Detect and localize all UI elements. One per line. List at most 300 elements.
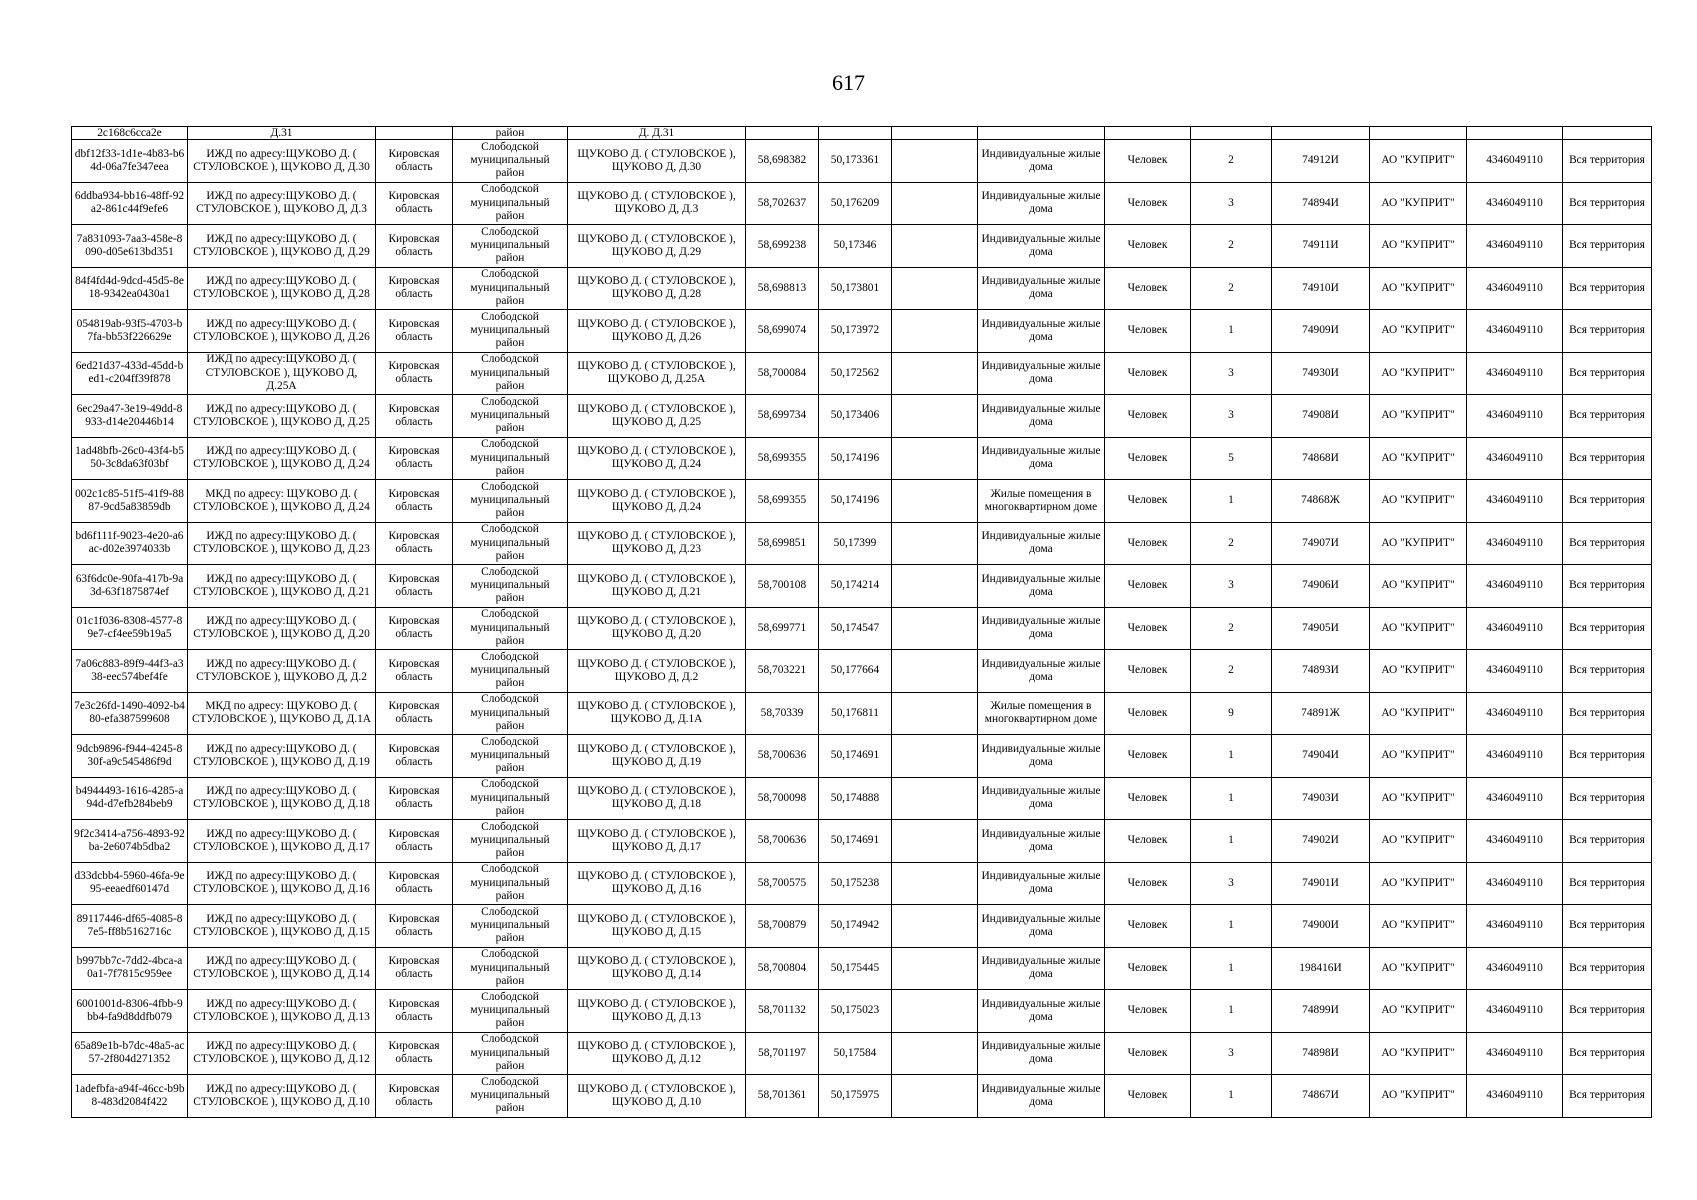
cell-org: АО "КУПРИТ"	[1370, 905, 1467, 948]
cell-org: АО "КУПРИТ"	[1370, 607, 1467, 650]
cell-type: Индивидуальные жилые дома	[978, 820, 1105, 863]
cell-unit: Человек	[1105, 607, 1191, 650]
cell-lon: 50,174691	[819, 735, 892, 778]
cell-extra	[892, 777, 978, 820]
cell-object: МКД по адресу: ЩУКОВО Д. ( СТУЛОВСКОЕ ), ЩУКОВО Д, Д.24	[188, 480, 376, 523]
cell-territory: Вся территория	[1563, 480, 1652, 523]
cell-unit: Человек	[1105, 437, 1191, 480]
cell-region: Кировская область	[376, 862, 453, 905]
cell-territory: Вся территория	[1563, 310, 1652, 353]
cell-extra	[892, 735, 978, 778]
cell-code: 74902И	[1272, 820, 1370, 863]
cell-code: 74893И	[1272, 650, 1370, 693]
table-row	[72, 565, 1652, 608]
cell-unit: Человек	[1105, 182, 1191, 225]
cell-district: Слободской муниципальный район	[453, 395, 568, 438]
cell-extra	[892, 650, 978, 693]
cell-org: АО "КУПРИТ"	[1370, 267, 1467, 310]
cell-inn: 4346049110	[1467, 862, 1563, 905]
cell-lat: 58,700804	[746, 947, 819, 990]
cell-empty	[1105, 127, 1191, 140]
cell-id: 7a831093-7aa3-458e-8090-d05e613bd351	[72, 225, 188, 268]
cell-extra	[892, 947, 978, 990]
cell-empty	[892, 127, 978, 140]
cell-org: АО "КУПРИТ"	[1370, 352, 1467, 395]
cell-type: Индивидуальные жилые дома	[978, 565, 1105, 608]
cell-address: ЩУКОВО Д. ( СТУЛОВСКОЕ ), ЩУКОВО Д, Д.25А	[568, 352, 746, 395]
cell-lat: 58,700575	[746, 862, 819, 905]
cell-address: ЩУКОВО Д. ( СТУЛОВСКОЕ ), ЩУКОВО Д, Д.15	[568, 905, 746, 948]
cell-unit: Человек	[1105, 310, 1191, 353]
cell-object: ИЖД по адресу:ЩУКОВО Д. ( СТУЛОВСКОЕ ), ЩУКОВО Д, Д.28	[188, 267, 376, 310]
cell-region: Кировская область	[376, 735, 453, 778]
cell-lat: 58,699074	[746, 310, 819, 353]
cell-region: Кировская область	[376, 310, 453, 353]
table-row	[72, 437, 1652, 480]
cell-extra	[892, 1032, 978, 1075]
cell-inn: 4346049110	[1467, 480, 1563, 523]
cell-inn: 4346049110	[1467, 692, 1563, 735]
cell-count: 1	[1191, 1075, 1272, 1118]
cell-count: 9	[1191, 692, 1272, 735]
cell-code: 74899И	[1272, 990, 1370, 1033]
cell-extra	[892, 990, 978, 1033]
cell-count: 2	[1191, 650, 1272, 693]
cell-unit: Человек	[1105, 1075, 1191, 1118]
table-row	[72, 395, 1652, 438]
cell-territory: Вся территория	[1563, 607, 1652, 650]
cell-count: 2	[1191, 607, 1272, 650]
cell-address: ЩУКОВО Д. ( СТУЛОВСКОЕ ), ЩУКОВО Д, Д.25	[568, 395, 746, 438]
cell-object: Д.31	[188, 127, 376, 140]
cell-unit: Человек	[1105, 352, 1191, 395]
cell-district: Слободской муниципальный район	[453, 310, 568, 353]
cell-code: 74868Ж	[1272, 480, 1370, 523]
cell-empty	[1272, 127, 1370, 140]
cell-empty	[746, 127, 819, 140]
cell-lon: 50,174196	[819, 480, 892, 523]
table-row	[72, 990, 1652, 1033]
cell-address: ЩУКОВО Д. ( СТУЛОВСКОЕ ), ЩУКОВО Д, Д.21	[568, 565, 746, 608]
cell-district: Слободской муниципальный район	[453, 947, 568, 990]
cell-territory: Вся территория	[1563, 862, 1652, 905]
cell-object: ИЖД по адресу:ЩУКОВО Д. ( СТУЛОВСКОЕ ), ЩУКОВО Д, Д.25А	[188, 352, 376, 395]
cell-inn: 4346049110	[1467, 905, 1563, 948]
cell-region: Кировская область	[376, 522, 453, 565]
cell-district: Слободской муниципальный район	[453, 225, 568, 268]
cell-lon: 50,174888	[819, 777, 892, 820]
table-row	[72, 352, 1652, 395]
cell-object: ИЖД по адресу:ЩУКОВО Д. ( СТУЛОВСКОЕ ), ЩУКОВО Д, Д.19	[188, 735, 376, 778]
table-row	[72, 947, 1652, 990]
cell-id: dbf12f33-1d1e-4b83-b64d-06a7fe347eea	[72, 140, 188, 183]
cell-count: 3	[1191, 862, 1272, 905]
cell-lon: 50,175238	[819, 862, 892, 905]
cell-count: 1	[1191, 735, 1272, 778]
cell-territory: Вся территория	[1563, 437, 1652, 480]
cell-address: ЩУКОВО Д. ( СТУЛОВСКОЕ ), ЩУКОВО Д, Д.2	[568, 650, 746, 693]
cell-org: АО "КУПРИТ"	[1370, 310, 1467, 353]
cell-territory: Вся территория	[1563, 225, 1652, 268]
cell-inn: 4346049110	[1467, 1075, 1563, 1118]
cell-extra	[892, 480, 978, 523]
cell-count: 2	[1191, 522, 1272, 565]
cell-region: Кировская область	[376, 820, 453, 863]
cell-inn: 4346049110	[1467, 735, 1563, 778]
cell-code: 74911И	[1272, 225, 1370, 268]
cell-district: Слободской муниципальный район	[453, 990, 568, 1033]
cell-address: ЩУКОВО Д. ( СТУЛОВСКОЕ ), ЩУКОВО Д, Д.1А	[568, 692, 746, 735]
cell-lat: 58,699355	[746, 480, 819, 523]
cell-object: ИЖД по адресу:ЩУКОВО Д. ( СТУЛОВСКОЕ ), ЩУКОВО Д, Д.26	[188, 310, 376, 353]
cell-extra	[892, 140, 978, 183]
cell-count: 1	[1191, 947, 1272, 990]
cell-unit: Человек	[1105, 650, 1191, 693]
cell-inn: 4346049110	[1467, 267, 1563, 310]
cell-org: АО "КУПРИТ"	[1370, 522, 1467, 565]
cell-extra	[892, 565, 978, 608]
cell-extra	[892, 182, 978, 225]
registry-table	[71, 126, 1652, 1118]
cell-address: ЩУКОВО Д. ( СТУЛОВСКОЕ ), ЩУКОВО Д, Д.24	[568, 480, 746, 523]
cell-region: Кировская область	[376, 565, 453, 608]
cell-id: 6ddba934-bb16-48ff-92a2-861c44f9efe6	[72, 182, 188, 225]
cell-org: АО "КУПРИТ"	[1370, 820, 1467, 863]
cell-code: 74908И	[1272, 395, 1370, 438]
cell-code: 74904И	[1272, 735, 1370, 778]
cell-address: ЩУКОВО Д. ( СТУЛОВСКОЕ ), ЩУКОВО Д, Д.13	[568, 990, 746, 1033]
cell-extra	[892, 310, 978, 353]
cell-code: 74907И	[1272, 522, 1370, 565]
cell-address: ЩУКОВО Д. ( СТУЛОВСКОЕ ), ЩУКОВО Д, Д.23	[568, 522, 746, 565]
cell-count: 1	[1191, 990, 1272, 1033]
cell-org: АО "КУПРИТ"	[1370, 990, 1467, 1033]
cell-territory: Вся территория	[1563, 352, 1652, 395]
cell-address: ЩУКОВО Д. ( СТУЛОВСКОЕ ), ЩУКОВО Д, Д.16	[568, 862, 746, 905]
cell-region: Кировская область	[376, 480, 453, 523]
cell-id: 6001001d-8306-4fbb-9bb4-fa9d8ddfb079	[72, 990, 188, 1033]
table-row	[72, 182, 1652, 225]
cell-code: 74898И	[1272, 1032, 1370, 1075]
cell-id: 9f2c3414-a756-4893-92ba-2e6074b5dba2	[72, 820, 188, 863]
cell-object: ИЖД по адресу:ЩУКОВО Д. ( СТУЛОВСКОЕ ), ЩУКОВО Д, Д.18	[188, 777, 376, 820]
cell-district: Слободской муниципальный район	[453, 1075, 568, 1118]
cell-lon: 50,17346	[819, 225, 892, 268]
table-row	[72, 650, 1652, 693]
cell-id: 2c168c6cca2e	[72, 127, 188, 140]
cell-count: 1	[1191, 820, 1272, 863]
table-row	[72, 777, 1652, 820]
cell-code: 74909И	[1272, 310, 1370, 353]
table-row	[72, 267, 1652, 310]
cell-extra	[892, 1075, 978, 1118]
cell-address: ЩУКОВО Д. ( СТУЛОВСКОЕ ), ЩУКОВО Д, Д.26	[568, 310, 746, 353]
cell-lat: 58,699238	[746, 225, 819, 268]
cell-district: Слободской муниципальный район	[453, 862, 568, 905]
cell-id: b997bb7c-7dd2-4bca-a0a1-7f7815c959ee	[72, 947, 188, 990]
cell-extra	[892, 437, 978, 480]
cell-district: Слободской муниципальный район	[453, 182, 568, 225]
cell-object: ИЖД по адресу:ЩУКОВО Д. ( СТУЛОВСКОЕ ), ЩУКОВО Д, Д.2	[188, 650, 376, 693]
cell-lon: 50,173406	[819, 395, 892, 438]
cell-count: 1	[1191, 480, 1272, 523]
cell-object: ИЖД по адресу:ЩУКОВО Д. ( СТУЛОВСКОЕ ), ЩУКОВО Д, Д.21	[188, 565, 376, 608]
cell-org: АО "КУПРИТ"	[1370, 777, 1467, 820]
cell-type: Индивидуальные жилые дома	[978, 1032, 1105, 1075]
cell-org: АО "КУПРИТ"	[1370, 1032, 1467, 1075]
cell-type: Жилые помещения в многоквартирном доме	[978, 692, 1105, 735]
cell-inn: 4346049110	[1467, 182, 1563, 225]
cell-lon: 50,175023	[819, 990, 892, 1033]
cell-unit: Человек	[1105, 1032, 1191, 1075]
cell-org: АО "КУПРИТ"	[1370, 692, 1467, 735]
cell-object: ИЖД по адресу:ЩУКОВО Д. ( СТУЛОВСКОЕ ), ЩУКОВО Д, Д.25	[188, 395, 376, 438]
cell-empty	[1191, 127, 1272, 140]
cell-code: 74894И	[1272, 182, 1370, 225]
cell-address: ЩУКОВО Д. ( СТУЛОВСКОЕ ), ЩУКОВО Д, Д.10	[568, 1075, 746, 1118]
cell-extra	[892, 820, 978, 863]
cell-territory: Вся территория	[1563, 267, 1652, 310]
cell-object: ИЖД по адресу:ЩУКОВО Д. ( СТУЛОВСКОЕ ), ЩУКОВО Д, Д.16	[188, 862, 376, 905]
cell-lon: 50,174691	[819, 820, 892, 863]
cell-extra	[892, 225, 978, 268]
cell-empty	[978, 127, 1105, 140]
cell-code: 74905И	[1272, 607, 1370, 650]
cell-inn: 4346049110	[1467, 352, 1563, 395]
cell-object: ИЖД по адресу:ЩУКОВО Д. ( СТУЛОВСКОЕ ), ЩУКОВО Д, Д.23	[188, 522, 376, 565]
cell-type: Индивидуальные жилые дома	[978, 735, 1105, 778]
cell-type: Индивидуальные жилые дома	[978, 140, 1105, 183]
cell-id: 7e3c26fd-1490-4092-b480-efa387599608	[72, 692, 188, 735]
cell-address: ЩУКОВО Д. ( СТУЛОВСКОЕ ), ЩУКОВО Д, Д.17	[568, 820, 746, 863]
cell-region: Кировская область	[376, 905, 453, 948]
cell-region: Кировская область	[376, 182, 453, 225]
table-row	[72, 522, 1652, 565]
cell-unit: Человек	[1105, 777, 1191, 820]
cell-id: 63f6dc0e-90fa-417b-9a3d-63f1875874ef	[72, 565, 188, 608]
cell-inn: 4346049110	[1467, 990, 1563, 1033]
cell-lat: 58,703221	[746, 650, 819, 693]
cell-lon: 50,17584	[819, 1032, 892, 1075]
cell-region: Кировская область	[376, 140, 453, 183]
cell-org: АО "КУПРИТ"	[1370, 140, 1467, 183]
cell-type: Индивидуальные жилые дома	[978, 607, 1105, 650]
cell-lon: 50,176811	[819, 692, 892, 735]
cell-lat: 58,700636	[746, 820, 819, 863]
table-row	[72, 735, 1652, 778]
cell-extra	[892, 692, 978, 735]
cell-id: 6ed21d37-433d-45dd-bed1-c204ff39f878	[72, 352, 188, 395]
cell-lat: 58,698813	[746, 267, 819, 310]
cell-lat: 58,699355	[746, 437, 819, 480]
table-row	[72, 607, 1652, 650]
cell-district: Слободской муниципальный район	[453, 777, 568, 820]
cell-code: 74900И	[1272, 905, 1370, 948]
cell-code: 74930И	[1272, 352, 1370, 395]
cell-id: 1adefbfa-a94f-46cc-b9b8-483d2084f422	[72, 1075, 188, 1118]
cell-count: 3	[1191, 352, 1272, 395]
cell-district: Слободской муниципальный район	[453, 905, 568, 948]
cell-id: 002c1c85-51f5-41f9-8887-9cd5a83859db	[72, 480, 188, 523]
cell-id: 65a89e1b-b7dc-48a5-ac57-2f804d271352	[72, 1032, 188, 1075]
cell-org: АО "КУПРИТ"	[1370, 947, 1467, 990]
cell-id: 1ad48bfb-26c0-43f4-b550-3c8da63f03bf	[72, 437, 188, 480]
cell-unit: Человек	[1105, 990, 1191, 1033]
cell-address: ЩУКОВО Д. ( СТУЛОВСКОЕ ), ЩУКОВО Д, Д.30	[568, 140, 746, 183]
cell-lon: 50,175445	[819, 947, 892, 990]
cell-region: Кировская область	[376, 395, 453, 438]
cell-object: ИЖД по адресу:ЩУКОВО Д. ( СТУЛОВСКОЕ ), ЩУКОВО Д, Д.14	[188, 947, 376, 990]
cell-code: 74868И	[1272, 437, 1370, 480]
table-row-continuation	[72, 127, 1652, 140]
cell-code: 74906И	[1272, 565, 1370, 608]
cell-territory: Вся территория	[1563, 140, 1652, 183]
cell-lat: 58,700636	[746, 735, 819, 778]
cell-type: Индивидуальные жилые дома	[978, 310, 1105, 353]
cell-district: Слободской муниципальный район	[453, 480, 568, 523]
cell-id: d33dcbb4-5960-46fa-9e95-eeaedf60147d	[72, 862, 188, 905]
cell-address: ЩУКОВО Д. ( СТУЛОВСКОЕ ), ЩУКОВО Д, Д.28	[568, 267, 746, 310]
cell-address: Д. Д.31	[568, 127, 746, 140]
cell-extra	[892, 267, 978, 310]
cell-type: Индивидуальные жилые дома	[978, 862, 1105, 905]
cell-code: 74912И	[1272, 140, 1370, 183]
cell-extra	[892, 352, 978, 395]
cell-lat: 58,700084	[746, 352, 819, 395]
table-row	[72, 820, 1652, 863]
cell-district: Слободской муниципальный район	[453, 522, 568, 565]
cell-unit: Человек	[1105, 395, 1191, 438]
cell-lat: 58,700098	[746, 777, 819, 820]
cell-district: Слободской муниципальный район	[453, 1032, 568, 1075]
cell-unit: Человек	[1105, 862, 1191, 905]
cell-region: Кировская область	[376, 267, 453, 310]
cell-region: Кировская область	[376, 607, 453, 650]
cell-count: 3	[1191, 182, 1272, 225]
cell-type: Индивидуальные жилые дома	[978, 352, 1105, 395]
cell-id: 01c1f036-8308-4577-89e7-cf4ee59b19a5	[72, 607, 188, 650]
cell-inn: 4346049110	[1467, 310, 1563, 353]
cell-inn: 4346049110	[1467, 777, 1563, 820]
cell-code: 74903И	[1272, 777, 1370, 820]
table-row	[72, 905, 1652, 948]
cell-lat: 58,699771	[746, 607, 819, 650]
cell-unit: Человек	[1105, 692, 1191, 735]
cell-lon: 50,174547	[819, 607, 892, 650]
cell-lat: 58,701361	[746, 1075, 819, 1118]
cell-lon: 50,173361	[819, 140, 892, 183]
cell-address: ЩУКОВО Д. ( СТУЛОВСКОЕ ), ЩУКОВО Д, Д.29	[568, 225, 746, 268]
cell-lon: 50,176209	[819, 182, 892, 225]
cell-object: ИЖД по адресу:ЩУКОВО Д. ( СТУЛОВСКОЕ ), ЩУКОВО Д, Д.20	[188, 607, 376, 650]
cell-type: Индивидуальные жилые дома	[978, 267, 1105, 310]
cell-type: Индивидуальные жилые дома	[978, 777, 1105, 820]
cell-code: 74867И	[1272, 1075, 1370, 1118]
cell-lat: 58,702637	[746, 182, 819, 225]
cell-lat: 58,700879	[746, 905, 819, 948]
cell-unit: Человек	[1105, 565, 1191, 608]
table-row	[72, 310, 1652, 353]
table-row	[72, 1032, 1652, 1075]
cell-territory: Вся территория	[1563, 182, 1652, 225]
cell-lat: 58,701132	[746, 990, 819, 1033]
cell-unit: Человек	[1105, 267, 1191, 310]
cell-object: ИЖД по адресу:ЩУКОВО Д. ( СТУЛОВСКОЕ ), ЩУКОВО Д, Д.30	[188, 140, 376, 183]
cell-region: Кировская область	[376, 777, 453, 820]
cell-count: 1	[1191, 310, 1272, 353]
cell-count: 2	[1191, 267, 1272, 310]
cell-region: Кировская область	[376, 692, 453, 735]
cell-count: 2	[1191, 140, 1272, 183]
cell-object: ИЖД по адресу:ЩУКОВО Д. ( СТУЛОВСКОЕ ), ЩУКОВО Д, Д.17	[188, 820, 376, 863]
cell-unit: Человек	[1105, 225, 1191, 268]
cell-count: 3	[1191, 1032, 1272, 1075]
cell-unit: Человек	[1105, 480, 1191, 523]
cell-type: Жилые помещения в многоквартирном доме	[978, 480, 1105, 523]
cell-id: bd6f111f-9023-4e20-a6ac-d02e3974033b	[72, 522, 188, 565]
cell-type: Индивидуальные жилые дома	[978, 990, 1105, 1033]
cell-type: Индивидуальные жилые дома	[978, 225, 1105, 268]
cell-lat: 58,70339	[746, 692, 819, 735]
cell-id: 054819ab-93f5-4703-b7fa-bb53f226629e	[72, 310, 188, 353]
cell-type: Индивидуальные жилые дома	[978, 650, 1105, 693]
cell-type: Индивидуальные жилые дома	[978, 1075, 1105, 1118]
table-row	[72, 1075, 1652, 1118]
cell-address: ЩУКОВО Д. ( СТУЛОВСКОЕ ), ЩУКОВО Д, Д.19	[568, 735, 746, 778]
cell-extra	[892, 607, 978, 650]
cell-inn: 4346049110	[1467, 225, 1563, 268]
cell-object: ИЖД по адресу:ЩУКОВО Д. ( СТУЛОВСКОЕ ), ЩУКОВО Д, Д.3	[188, 182, 376, 225]
cell-lon: 50,173801	[819, 267, 892, 310]
cell-unit: Человек	[1105, 735, 1191, 778]
cell-org: АО "КУПРИТ"	[1370, 395, 1467, 438]
cell-lon: 50,174942	[819, 905, 892, 948]
table-row	[72, 692, 1652, 735]
cell-code: 198416И	[1272, 947, 1370, 990]
cell-district: Слободской муниципальный район	[453, 607, 568, 650]
cell-inn: 4346049110	[1467, 140, 1563, 183]
cell-inn: 4346049110	[1467, 395, 1563, 438]
cell-territory: Вся территория	[1563, 395, 1652, 438]
table-body	[72, 127, 1652, 1118]
cell-id: 7a06c883-89f9-44f3-a338-eec574bef4fe	[72, 650, 188, 693]
cell-unit: Человек	[1105, 905, 1191, 948]
cell-empty	[1563, 127, 1652, 140]
cell-region: Кировская область	[376, 1075, 453, 1118]
cell-org: АО "КУПРИТ"	[1370, 735, 1467, 778]
cell-address: ЩУКОВО Д. ( СТУЛОВСКОЕ ), ЩУКОВО Д, Д.24	[568, 437, 746, 480]
table-row	[72, 862, 1652, 905]
cell-district: Слободской муниципальный район	[453, 692, 568, 735]
cell-lat: 58,700108	[746, 565, 819, 608]
cell-type: Индивидуальные жилые дома	[978, 182, 1105, 225]
cell-region: Кировская область	[376, 1032, 453, 1075]
cell-object: ИЖД по адресу:ЩУКОВО Д. ( СТУЛОВСКОЕ ), ЩУКОВО Д, Д.10	[188, 1075, 376, 1118]
cell-inn: 4346049110	[1467, 1032, 1563, 1075]
cell-region: Кировская область	[376, 225, 453, 268]
cell-object: МКД по адресу: ЩУКОВО Д. ( СТУЛОВСКОЕ ), ЩУКОВО Д, Д.1А	[188, 692, 376, 735]
cell-code: 74891Ж	[1272, 692, 1370, 735]
cell-object: ИЖД по адресу:ЩУКОВО Д. ( СТУЛОВСКОЕ ), ЩУКОВО Д, Д.29	[188, 225, 376, 268]
cell-lon: 50,174196	[819, 437, 892, 480]
cell-org: АО "КУПРИТ"	[1370, 650, 1467, 693]
cell-district: Слободской муниципальный район	[453, 565, 568, 608]
cell-id: 6ec29a47-3e19-49dd-8933-d14e20446b14	[72, 395, 188, 438]
cell-org: АО "КУПРИТ"	[1370, 182, 1467, 225]
cell-region: Кировская область	[376, 990, 453, 1033]
cell-org: АО "КУПРИТ"	[1370, 1075, 1467, 1118]
cell-address: ЩУКОВО Д. ( СТУЛОВСКОЕ ), ЩУКОВО Д, Д.20	[568, 607, 746, 650]
